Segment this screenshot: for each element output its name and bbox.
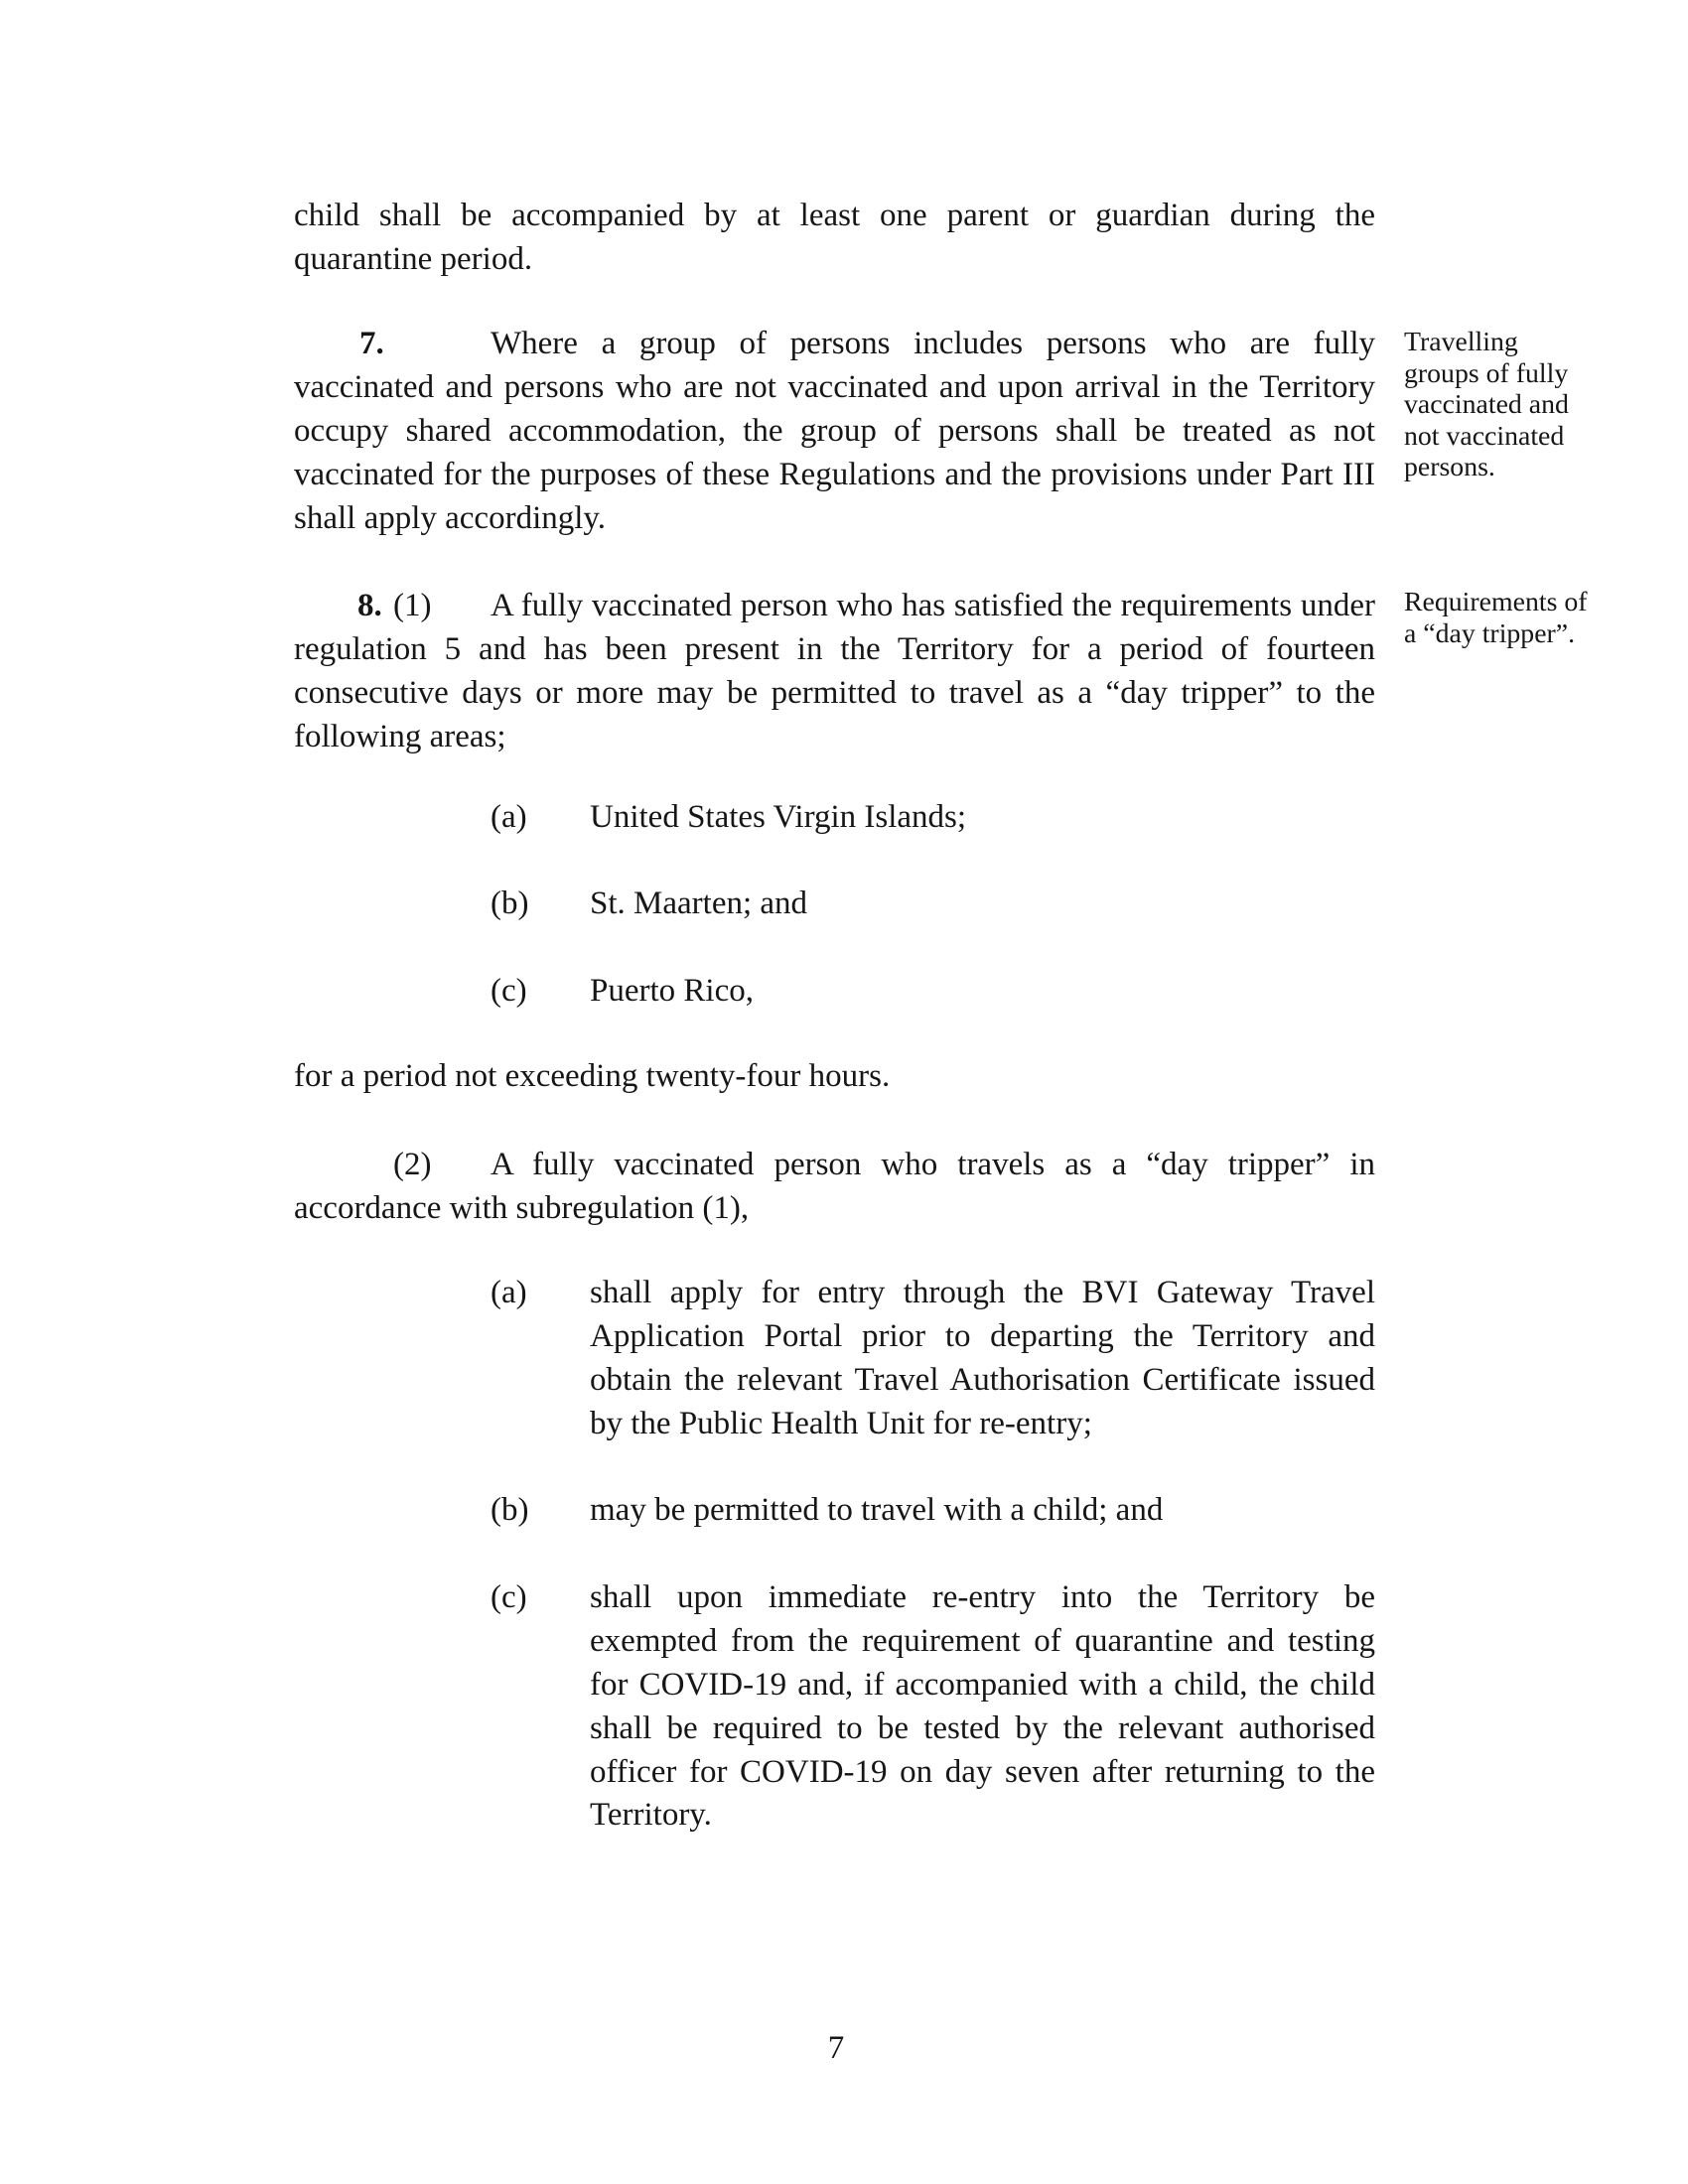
- body-line-text: Where a group of persons includes persons who are fully: [491, 326, 1375, 361]
- body-line: [491, 585, 1375, 628]
- list-item: [294, 1576, 1375, 1838]
- regulation-7: [294, 323, 1375, 540]
- subregulation-label: (1): [393, 588, 432, 623]
- body-line-text: A fully vaccinated person who has satisfied the requirements under: [491, 588, 1375, 623]
- list-item-line: [590, 1315, 1375, 1359]
- list-item-label: (b): [491, 1492, 529, 1528]
- list-item-line: [590, 1751, 1375, 1795]
- list-item-line: [590, 1489, 1375, 1533]
- body-line: [491, 323, 1375, 366]
- list-item-text: shall apply for entry through the BVI Gateway Travel: [590, 1275, 1375, 1310]
- margin-note-line: Requirements of: [1404, 587, 1588, 617]
- list-item-line: [590, 1359, 1375, 1403]
- list-item-label: (a): [491, 799, 527, 835]
- regulation-number: 8.: [357, 588, 382, 623]
- body-line-text: vaccinated for the purposes of these Regulations and the provisions under Part III: [294, 456, 1375, 492]
- list-item-text: exempted from the requirement of quarantine and testing: [590, 1622, 1375, 1659]
- list-item-line: [590, 1272, 1375, 1315]
- list-item-line: [590, 796, 1375, 840]
- body-line-text: shall apply accordingly.: [294, 499, 607, 536]
- margin-note-line: not vaccinated: [1404, 420, 1565, 452]
- list-item-label: (c): [491, 973, 527, 1009]
- margin-note-line: groups of fully: [1404, 357, 1569, 389]
- list-item-line: [590, 970, 1375, 1014]
- body-line: [294, 410, 1375, 454]
- list-item-line: [590, 1707, 1375, 1751]
- body-line: [294, 366, 1375, 410]
- body-line: [294, 1055, 1375, 1099]
- list-item-text: officer for COVID-19 on day seven after returning to the: [590, 1753, 1375, 1790]
- list-item-text: Application Portal prior to departing the Territory and: [590, 1317, 1375, 1354]
- regulation-number: 7.: [359, 326, 384, 361]
- list-item: [294, 1489, 1375, 1533]
- margin-note-line: vaccinated and: [1404, 389, 1569, 421]
- continuation-paragraph: [294, 195, 1375, 282]
- list-item-text: may be permitted to travel with a child; and: [590, 1492, 1164, 1528]
- margin-note-line: Travelling: [1404, 327, 1518, 357]
- list-item-label: (b): [491, 886, 529, 921]
- body-line: [294, 454, 1375, 497]
- body-line-text: accordance with subregulation (1),: [294, 1189, 750, 1226]
- body-line: [294, 1187, 1375, 1231]
- body-line: [294, 195, 1375, 238]
- list-item-line: [590, 1620, 1375, 1664]
- body-line-text: following areas;: [294, 718, 506, 754]
- list-item-label: (a): [491, 1275, 527, 1310]
- regulation-8-subregulation-2: [294, 1144, 1375, 1231]
- list-item: [294, 883, 1375, 926]
- list-item: [294, 970, 1375, 1014]
- list-item-text: shall upon immediate re-entry into the Territory be: [590, 1579, 1375, 1615]
- margin-note-regulation-8: [1404, 587, 1672, 649]
- body-line: [294, 238, 1375, 282]
- subregulation-label: (2): [393, 1147, 432, 1182]
- body-line: [491, 1144, 1375, 1187]
- list-item-label: (c): [491, 1579, 527, 1615]
- body-line-text: occupy shared accommodation, the group of persons shall be treated as not: [294, 412, 1375, 449]
- list-item-text: shall be required to be tested by the relevant authorised: [590, 1709, 1375, 1746]
- list-item-text: by the Public Health Unit for re-entry;: [590, 1405, 1092, 1441]
- list-item-line: [590, 1664, 1375, 1707]
- margin-note-regulation-7: [1404, 327, 1672, 483]
- list-item-text: Territory.: [590, 1797, 712, 1834]
- list-item: [294, 796, 1375, 840]
- list-item-text: Puerto Rico,: [590, 973, 754, 1009]
- list-item-line: [590, 883, 1375, 926]
- list-item-text: for COVID-19 and, if accompanied with a child, the child: [590, 1666, 1375, 1703]
- margin-note-line: persons.: [1404, 452, 1495, 483]
- list-item: [294, 1272, 1375, 1446]
- body-line: [294, 497, 1375, 541]
- list-item-line: [590, 1576, 1375, 1620]
- body-line: [294, 628, 1375, 672]
- body-line-text: consecutive days or more may be permitted to travel as a “day tripper” to the: [294, 674, 1375, 711]
- body-line-text: A fully vaccinated person who travels as a “day tripper” in: [491, 1147, 1375, 1182]
- body-line-text: regulation 5 and has been present in the Territory for a period of fourteen: [294, 630, 1375, 667]
- body-line-text: for a period not exceeding twenty-four hours.: [294, 1058, 891, 1094]
- list-item-text: obtain the relevant Travel Authorisation Certificate issued: [590, 1361, 1375, 1398]
- list-item-line: [590, 1403, 1375, 1446]
- closing-line: [294, 1055, 1375, 1099]
- body-line-text: quarantine period.: [294, 240, 533, 277]
- body-line-text: child shall be accompanied by at least one parent or guardian during the: [294, 198, 1375, 233]
- body-line: [294, 716, 1375, 759]
- margin-note-line: a “day tripper”.: [1404, 617, 1576, 649]
- list-item-text: St. Maarten; and: [590, 886, 808, 921]
- page-number: 7: [827, 2030, 845, 2066]
- body-line: [294, 672, 1375, 716]
- list-item-text: United States Virgin Islands;: [590, 799, 967, 835]
- list-item-line: [590, 1794, 1375, 1838]
- body-line-text: vaccinated and persons who are not vaccinated and upon arrival in the Territory: [294, 368, 1375, 405]
- regulation-8-subregulation-1: [294, 585, 1375, 759]
